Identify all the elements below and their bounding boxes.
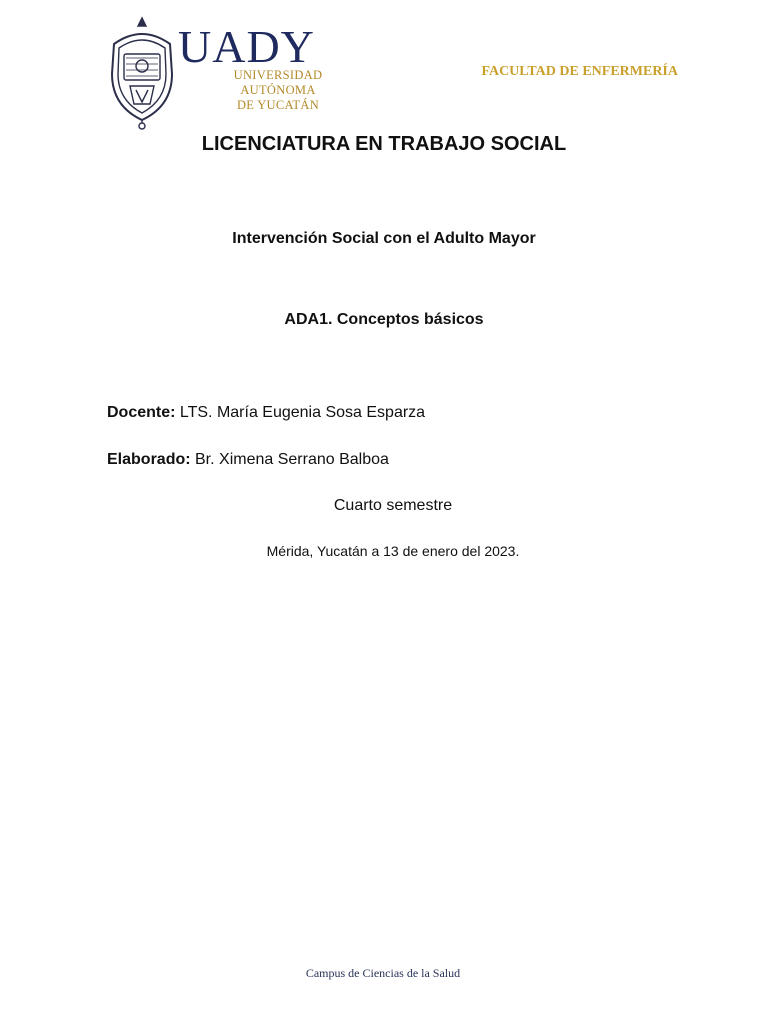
teacher-value: LTS. María Eugenia Sosa Esparza bbox=[175, 404, 426, 421]
university-name-line: AUTÓNOMA bbox=[240, 83, 316, 97]
university-name-line: DE YUCATÁN bbox=[236, 98, 320, 112]
campus-footer: Campus de Ciencias de la Salud bbox=[305, 966, 461, 980]
faculty-name: FACULTAD DE ENFERMERÍA bbox=[481, 64, 678, 79]
university-name-line: UNIVERSIDAD bbox=[233, 68, 323, 82]
activity-title: ADA1. Conceptos básicos bbox=[284, 311, 484, 328]
university-seal-logo bbox=[106, 14, 178, 132]
author-value: Br. Ximena Serrano Balboa bbox=[190, 451, 389, 468]
university-name-block bbox=[218, 68, 338, 113]
teacher-label: Docente: bbox=[107, 404, 176, 421]
author-label: Elaborado: bbox=[107, 451, 191, 468]
teacher-line bbox=[107, 404, 425, 422]
author-line bbox=[107, 451, 389, 469]
place-date-text: Mérida, Yucatán a 13 de enero del 2023. bbox=[266, 543, 520, 559]
uady-wordmark: UADY bbox=[178, 21, 315, 72]
semester-text: Cuarto semestre bbox=[333, 497, 453, 514]
course-title: Intervención Social con el Adulto Mayor bbox=[232, 230, 536, 247]
program-title: LICENCIATURA EN TRABAJO SOCIAL bbox=[201, 133, 567, 155]
